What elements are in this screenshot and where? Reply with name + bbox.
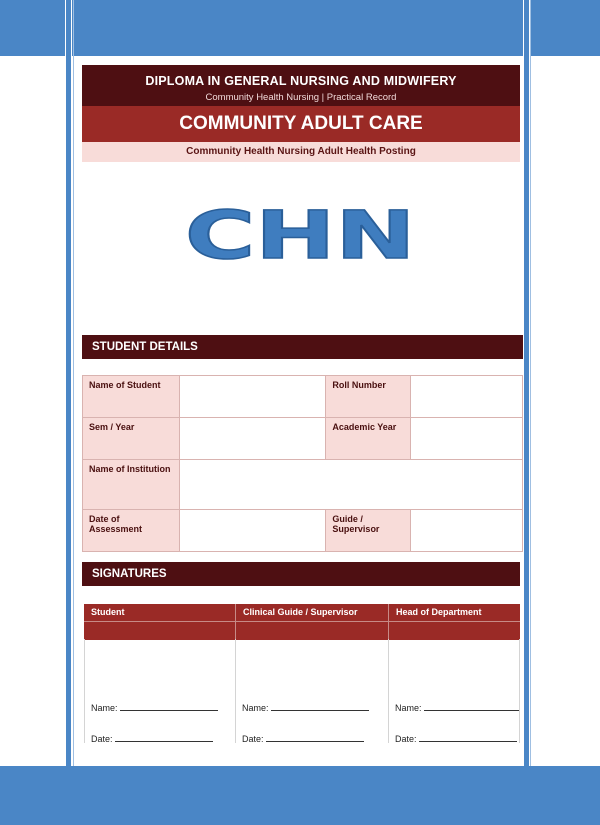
guide-date-label: Date: — [242, 734, 264, 744]
student-name-line[interactable] — [91, 701, 218, 713]
roll-number-field[interactable] — [411, 376, 523, 418]
date-of-assessment-field[interactable] — [179, 510, 326, 552]
label-sem-year: Sem / Year — [83, 418, 180, 460]
academic-year-field[interactable] — [411, 418, 523, 460]
posting-subtitle: Community Health Nursing Adult Health Posting — [82, 142, 520, 162]
student-details-table — [82, 375, 523, 552]
right-border-thin-line — [530, 0, 531, 772]
sig-sub-cell-hod — [389, 622, 520, 640]
sig-sub-cell-guide — [236, 622, 389, 640]
student-details-heading: STUDENT DETAILS — [82, 335, 523, 359]
left-border-line — [66, 0, 71, 772]
sig-sub-cell-student — [84, 622, 236, 640]
sig-col-hod-title: Head of Department — [396, 607, 482, 617]
top-band-center — [72, 0, 523, 56]
guide-name-line[interactable] — [242, 701, 369, 713]
name-of-student-field[interactable] — [179, 376, 326, 418]
top-band-right — [530, 0, 600, 56]
hod-name-line[interactable] — [395, 701, 519, 713]
label-roll-number: Roll Number — [326, 376, 411, 418]
top-band-left — [0, 0, 65, 56]
guide-name-label: Name: — [242, 703, 269, 713]
signatures-table-subheader — [84, 621, 520, 640]
label-date-of-assessment: Date of Assessment — [83, 510, 180, 552]
hod-date-line[interactable] — [395, 732, 517, 744]
student-date-line[interactable] — [91, 732, 213, 744]
label-academic-year: Academic Year — [326, 418, 411, 460]
student-name-label: Name: — [91, 703, 118, 713]
sig-col-guide-title: Clinical Guide / Supervisor — [236, 604, 389, 621]
sig-cell-hod[interactable] — [389, 639, 520, 743]
sig-cell-student[interactable] — [84, 639, 236, 743]
label-guide-supervisor: Guide / Supervisor — [326, 510, 411, 552]
chn-logo — [90, 200, 510, 270]
label-name-of-student: Name of Student — [83, 376, 180, 418]
guide-supervisor-field[interactable] — [411, 510, 523, 552]
sig-cell-guide[interactable] — [236, 639, 389, 743]
signatures-table-header — [84, 604, 520, 621]
guide-date-line[interactable] — [242, 732, 364, 744]
sem-year-field[interactable] — [179, 418, 326, 460]
logo-text: CHN — [185, 200, 416, 270]
right-border-line — [524, 0, 529, 772]
diploma-title: DIPLOMA IN GENERAL NURSING AND MIDWIFERY — [145, 74, 457, 88]
label-name-of-institution: Name of Institution — [83, 460, 180, 510]
student-date-label: Date: — [91, 734, 113, 744]
bottom-band — [0, 766, 600, 825]
record-subtitle: Community Health Nursing | Practical Record — [205, 92, 397, 103]
name-of-institution-field[interactable] — [179, 460, 522, 510]
left-border-thin-line — [73, 0, 74, 772]
sig-col-student-title: Student — [84, 604, 236, 621]
signatures-heading: SIGNATURES — [82, 562, 520, 586]
signatures-table-body — [84, 639, 520, 743]
page-title: COMMUNITY ADULT CARE — [82, 106, 520, 142]
header-banner — [82, 65, 520, 106]
hod-name-label: Name: — [395, 703, 422, 713]
hod-date-label: Date: — [395, 734, 417, 744]
